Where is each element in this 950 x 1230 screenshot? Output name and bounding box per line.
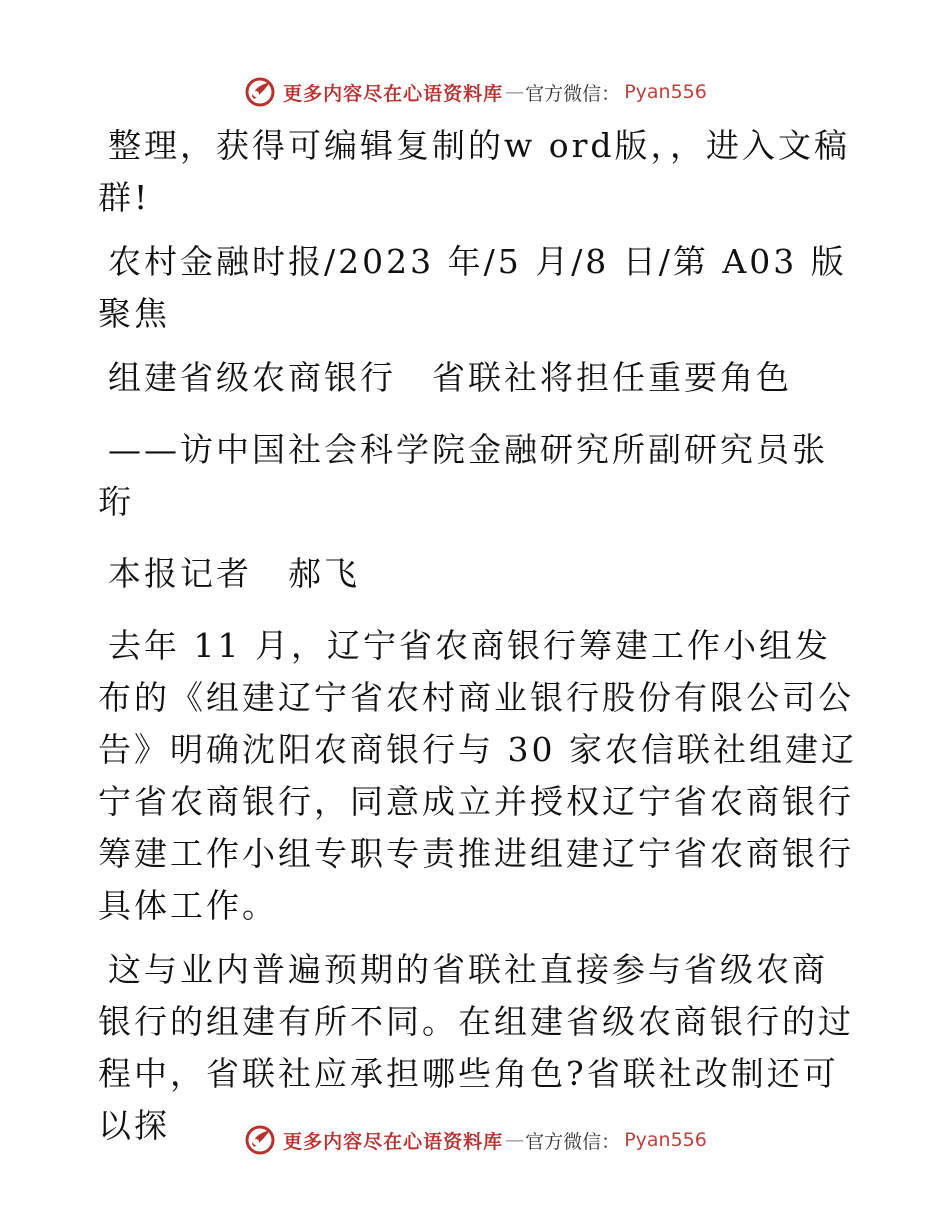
header-watermark <box>0 72 950 112</box>
article-subheadline: ——访中国社会科学院金融研究所副研究员张珩 <box>98 430 828 521</box>
watermark-account-label: 官方微信： <box>525 82 621 105</box>
watermark-separator: — <box>505 81 524 103</box>
watermark-account-label: 官方微信： <box>525 1130 621 1153</box>
intro-paragraph: 整理，获得可编辑复制的w ord版，，进入文稿群! <box>98 126 851 217</box>
body-paragraph-2: 这与业内普遍预期的省联社直接参与省级农商银行的组建有所不同。在组建省级农商银行的过程中，省联社应承担哪些角色?省联社改制还可以探 <box>98 950 854 1145</box>
watermark-brand-text: 更多内容尽在心语资料库 <box>283 82 504 105</box>
brand-logo-icon <box>243 1123 277 1157</box>
body-paragraph-1: 去年 11 月，辽宁省农商银行筹建工作小组发布的《组建辽宁省农村商业银行股份有限公司公告》明确沈阳农商银行与 30 家农信联社组建辽宁省农商银行，同意成立并授权辽宁省农商银行筹建工作小组专职专责推进组建辽宁省农商银行具体工作。 <box>98 626 857 925</box>
watermark-account-id: Pyan556 <box>624 81 707 103</box>
source-line: 农村金融时报/2023 年/5 月/8 日/第 A03 版聚焦 <box>98 242 847 333</box>
watermark-account-id: Pyan556 <box>624 1129 707 1151</box>
brand-logo-icon <box>243 75 277 109</box>
document-body <box>98 120 858 1164</box>
article-byline: 本报记者 郝飞 <box>108 554 360 593</box>
watermark-brand-text: 更多内容尽在心语资料库 <box>283 1130 504 1153</box>
article-headline: 组建省级农商银行 省联社将担任重要角色 <box>108 358 792 397</box>
watermark-separator: — <box>505 1129 524 1151</box>
footer-watermark <box>0 1120 950 1160</box>
